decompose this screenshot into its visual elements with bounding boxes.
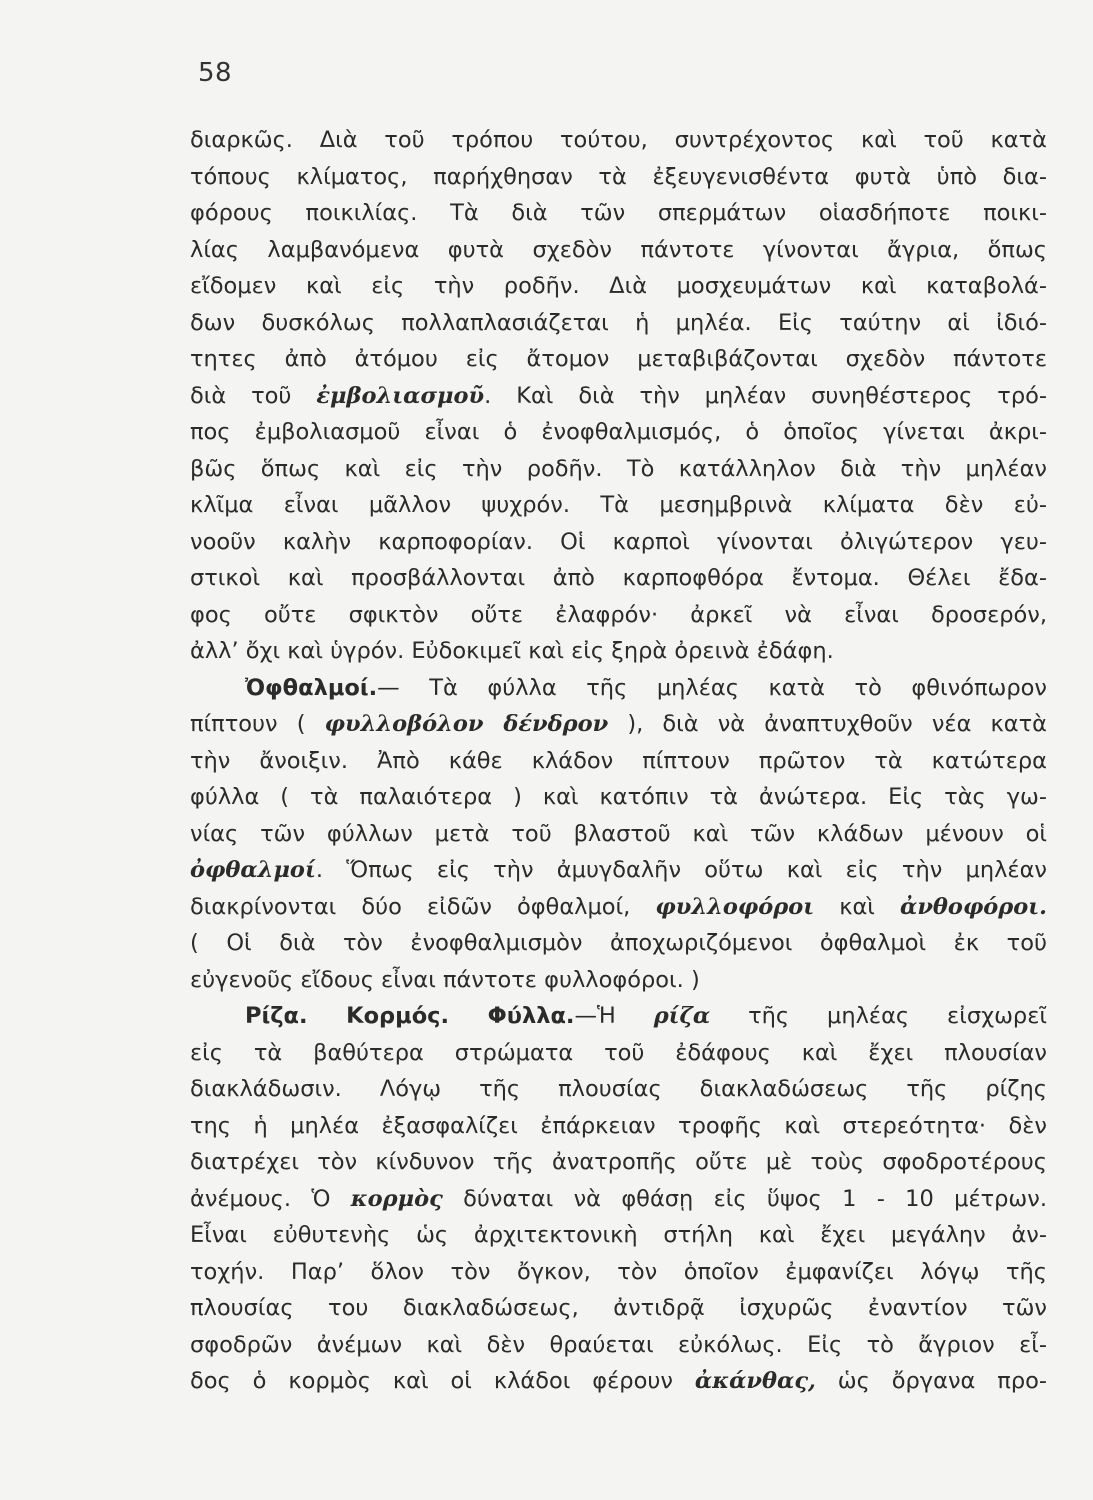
emphasized-term: ὀφθαλμοί [190, 857, 316, 883]
text-run: ἀνέμους. Ὁ [190, 1185, 351, 1212]
text-line [190, 633, 1047, 670]
text-run: δων δυσκόλως πολλαπλασιάζεται ἡ μηλέα. Εἰς ταύτην αἱ ἰδιό- [190, 309, 1047, 336]
text-run: διαρκῶς. Διὰ τοῦ τρόπου τούτου, συντρέχοντος καὶ τοῦ κατὰ [190, 127, 1047, 153]
text-run: — Τὰ φύλλα τῆς μηλέας κατὰ τὸ φθινόπωρον [377, 674, 1047, 701]
text-line [190, 779, 1047, 816]
emphasized-term: ἀκάνθας, [694, 1368, 816, 1394]
text-run: διακλάδωσιν. Λόγῳ τῆς πλουσίας διακλαδώσεως τῆς ρίζης [190, 1076, 1047, 1102]
text-line [190, 524, 1047, 561]
text-line [190, 1108, 1047, 1145]
text-run: . Καὶ διὰ τὴν μηλέαν συνηθέστερος τρό- [484, 382, 1047, 409]
text-run: ( Οἱ διὰ τὸν ἐνοφθαλμισμὸν ἀποχωριζόμενοι ὀφθαλμοὶ ἐκ τοῦ [190, 930, 1047, 956]
text-line [190, 1144, 1047, 1181]
text-line [190, 378, 1047, 415]
text-line [190, 560, 1047, 597]
text-run: φος οὔτε σφικτὸν οὔτε ἐλαφρόν· ἀρκεῖ νὰ εἶναι δροσερόν, [190, 601, 1047, 628]
text-run: φόρους ποικιλίας. Τὰ διὰ τῶν σπερμάτων οἱασδήποτε ποικι- [190, 200, 1047, 226]
text-line [190, 451, 1047, 488]
text-run: Εἶναι εὐθυτενὴς ὡς ἀρχιτεκτονικὴ στήλη καὶ ἔχει μεγάλην ἀν- [190, 1222, 1047, 1248]
text-line [190, 305, 1047, 342]
emphasized-term: φυλλοβόλον δένδρον [324, 711, 609, 737]
text-run: τὴν ἄνοιξιν. Ἀπὸ κάθε κλάδον πίπτουν πρῶτον τὰ κατώτερα [190, 747, 1047, 774]
text-run: δύναται νὰ φθάσῃ εἰς ὕψος 1 - 10 μέτρων. [442, 1185, 1047, 1212]
text-run: κλῖμα εἶναι μᾶλλον ψυχρόν. Τὰ μεσημβρινὰ κλίματα δὲν εὐ- [190, 492, 1047, 518]
emphasized-term: ἀνθοφόροι. [900, 893, 1047, 920]
text-run: βῶς ὅπως καὶ εἰς τὴν ροδῆν. Τὸ κατάλληλον διὰ τὴν μηλέαν [190, 455, 1047, 482]
text-run: δος ὁ κορμὸς καὶ οἱ κλάδοι φέρουν [190, 1368, 695, 1394]
text-line [190, 1290, 1047, 1327]
text-line [190, 487, 1047, 524]
text-run: τητες ἀπὸ ἀτόμου εἰς ἄτομον μεταβιβάζονται σχεδὸν πάντοτε [190, 346, 1047, 372]
text-run: ἀλλ’ ὄχι καὶ ὑγρόν. Εὐδοκιμεῖ καὶ εἰς ξηρὰ ὀρεινὰ ἐδάφη. [190, 638, 834, 664]
text-line [190, 1363, 1047, 1400]
emphasized-term: ρίζα [653, 1003, 711, 1029]
text-line [190, 1217, 1047, 1254]
text-run: τῆς μηλέας εἰσχωρεῖ [710, 1003, 1047, 1029]
text-run: τοχήν. Παρ’ ὅλον τὸν ὄγκον, τὸν ὁποῖον ἐμφανίζει λόγῳ τῆς [190, 1258, 1047, 1285]
text-line [190, 1181, 1047, 1218]
text-run: διὰ τοῦ [190, 382, 317, 409]
text-line [190, 268, 1047, 305]
text-line [190, 195, 1047, 232]
text-run: λίας λαμβανόμενα φυτὰ σχεδὸν πάντοτε γίνονται ἄγρια, ὅπως [190, 236, 1047, 263]
text-run: διατρέχει τὸν κίνδυνον τῆς ἀνατροπῆς οὔτε μὲ τοὺς σφοδροτέρους [190, 1149, 1047, 1175]
body-text [190, 122, 1047, 1400]
emphasized-term: φυλλοφόροι [655, 893, 815, 920]
text-run: τόπους κλίματος, παρήχθησαν τὰ ἐξευγενισθέντα φυτὰ ὑπὸ δια- [190, 163, 1047, 190]
text-line [190, 341, 1047, 378]
text-line [190, 706, 1047, 743]
emphasized-term: ἐμβολιασμοῦ [316, 382, 485, 409]
text-run: εἰς τὰ βαθύτερα στρώματα τοῦ ἐδάφους καὶ ἔχει πλουσίαν [190, 1039, 1047, 1066]
text-run: της ἡ μηλέα ἐξασφαλίζει ἐπάρκειαν τροφῆς καὶ στερεότητα· δὲν [190, 1112, 1047, 1139]
text-run: καὶ [814, 893, 900, 920]
page-number: 58 [198, 58, 233, 88]
text-line [190, 743, 1047, 780]
text-run: ), διὰ νὰ ἀναπτυχθοῦν νέα κατὰ [608, 711, 1048, 737]
text-run: . Ὅπως εἰς τὴν ἀμυγδαλῆν οὕτω καὶ εἰς τὴν μηλέαν [315, 857, 1047, 883]
text-line [190, 1254, 1047, 1291]
text-run: σφοδρῶν ἀνέμων καὶ δὲν θραύεται εὐκόλως. Εἰς τὸ ἄγριον εἶ- [190, 1331, 1047, 1358]
text-line [190, 852, 1047, 889]
text-line [190, 889, 1047, 926]
text-run: φύλλα ( τὰ παλαιότερα ) καὶ κατόπιν τὰ ἀνώτερα. Εἰς τὰς γω- [190, 784, 1047, 810]
section-heading: Ρίζα. Κορμός. Φύλλα. [245, 1003, 575, 1029]
text-line [190, 1071, 1047, 1108]
text-line [190, 816, 1047, 853]
text-line [190, 232, 1047, 269]
section-heading: Ὀφθαλμοί. [245, 674, 378, 701]
text-run: στικοὶ καὶ προσβάλλονται ἀπὸ καρποφθόρα ἔντομα. Θέλει ἔδα- [190, 565, 1047, 591]
text-run: εἴδομεν καὶ εἰς τὴν ροδῆν. Διὰ μοσχευμάτων καὶ καταβολά- [190, 273, 1047, 299]
text-line [190, 998, 1047, 1035]
text-run: νίας τῶν φύλλων μετὰ τοῦ βλαστοῦ καὶ τῶν κλάδων μένουν οἱ [190, 820, 1047, 847]
text-run: πος ἐμβολιασμοῦ εἶναι ὁ ἐνοφθαλμισμός, ὁ ὁποῖος γίνεται ἀκρι- [190, 419, 1047, 445]
text-line [190, 159, 1047, 196]
text-run: διακρίνονται δύο εἰδῶν ὀφθαλμοί, [190, 893, 656, 920]
text-run: εὐγενοῦς εἴδους εἶναι πάντοτε φυλλοφόροι. ) [190, 966, 700, 993]
text-line [190, 925, 1047, 962]
text-line [190, 670, 1047, 707]
emphasized-term: κορμὸς [350, 1185, 443, 1212]
text-run: πίπτουν ( [190, 711, 325, 737]
text-run: πλουσίας του διακλαδώσεως, ἀντιδρᾷ ἰσχυρῶς ἐναντίον τῶν [190, 1295, 1047, 1321]
text-run: νοοῦν καλὴν καρποφορίαν. Οἱ καρποὶ γίνονται ὀλιγώτερον γευ- [190, 528, 1047, 555]
text-line [190, 122, 1047, 159]
text-line [190, 1327, 1047, 1364]
text-run: —Ἡ [574, 1003, 654, 1029]
text-line [190, 597, 1047, 634]
text-line [190, 414, 1047, 451]
text-line [190, 1035, 1047, 1072]
text-run: ὡς ὄργανα προ- [815, 1368, 1048, 1394]
text-line [190, 962, 1047, 999]
